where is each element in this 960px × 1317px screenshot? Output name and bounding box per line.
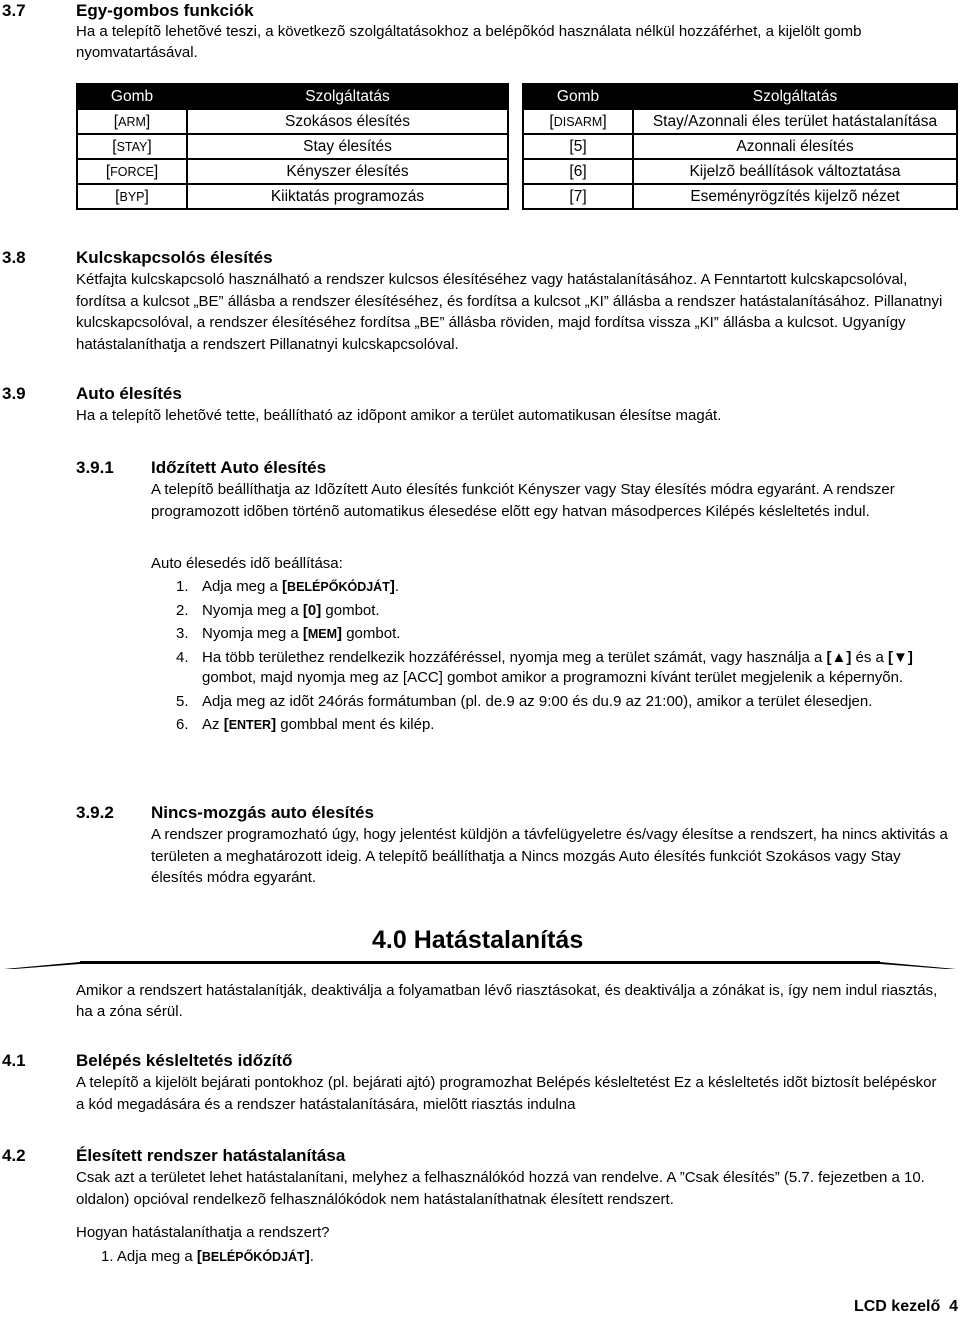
- down-arrow-icon: ▼: [893, 648, 908, 666]
- section-title-3-7: Egy-gombos funkciók: [76, 1, 254, 20]
- section-number-3-9-1: 3.9.1: [76, 458, 114, 477]
- section-text-4-2: Csak azt a területet lehet hatástalanítani, melyhez a felhasználókód hozzá van rendelve. A ”Csak élesítés” (5.7. fejezetben a 10. oldalon) opcióval rendelkezõ felhasználókódok nem hatástalaníthatnak élesített rendszert.: [76, 1169, 925, 1208]
- section-text-3-7: Ha a telepítõ lehetõvé teszi, a következõ szolgáltatásokhoz a belépõkód használata nélkül hozzáférhet, a kijelölt gomb nyomvatartásával.: [76, 23, 862, 61]
- list-item: 4. Ha több területhez rendelkezik hozzáféréssel, nyomja meg a terület számát, vagy használja a [▲] és a [▼] gombot, majd nyomja meg az [ACC] gombot amikor a programozni kívánt terület megjelenik a képernyõn.: [176, 648, 913, 686]
- steps-list: [176, 577, 952, 739]
- table-row: [523, 159, 957, 184]
- chapter-text: Amikor a rendszert hatástalanítják, deaktiválja a folyamatban lévő riasztásokat, és deaktiválja a zónákat is, így nem indul riasztás, ha a zóna sérül.: [76, 982, 938, 1020]
- section-title-3-9-1: Időzített Auto élesítés: [151, 458, 327, 477]
- section-number-4-2: 4.2: [2, 1146, 26, 1165]
- table-service-cell: Azonnali élesítés: [633, 134, 957, 159]
- table-row: [523, 184, 957, 209]
- list-item: 6. Az [ENTER] gombbal ment és kilép.: [176, 716, 435, 733]
- table-header-key: Gomb: [77, 84, 187, 109]
- table-row: [77, 184, 508, 209]
- section-text-3-9-1: A telepítõ beállíthatja az Idõzített Auto élesítés funkciót Kényszer vagy Stay élesítés módra egyaránt. A rendszer programozott idõben történõ automatikus élesedése elõtt egy hatvan másodperces Kilépés késleltetés indul.: [151, 481, 895, 520]
- table-row: [77, 109, 508, 134]
- section-text-3-9: Ha a telepítõ lehetõvé tette, beállítható az idõpont amikor a terület automatikusan élesítse magát.: [76, 407, 722, 424]
- table-key-cell: [7]: [523, 184, 633, 209]
- table-header-service: Szolgáltatás: [633, 84, 957, 109]
- table-service-cell: Stay élesítés: [187, 134, 508, 159]
- list-item: 1. Adja meg a [BELÉPŐKÓDJÁT].: [101, 1248, 314, 1265]
- section-number-4-1: 4.1: [2, 1051, 26, 1070]
- list-item: 5. Adja meg az idõt 24órás formátumban (pl. de.9 az 9:00 és du.9 az 21:00), amikor a terület élesedjen.: [176, 692, 873, 710]
- section-title-4-1: Belépés késleltetés időzítő: [76, 1051, 293, 1070]
- up-arrow-icon: ▲: [831, 648, 847, 666]
- table-header-key: Gomb: [523, 84, 633, 109]
- table-service-cell: Kényszer élesítés: [187, 159, 508, 184]
- chapter-title: 4.0 Hatástalanítás: [372, 926, 584, 954]
- table-header-service: Szolgáltatás: [187, 84, 508, 109]
- list-item: 3. Nyomja meg a [MEM] gombot.: [176, 625, 401, 642]
- table-service-cell: Kijelzõ beállítások változtatása: [633, 159, 957, 184]
- table-key-cell: [STAY]: [77, 134, 187, 159]
- table-service-cell: Eseményrögzítés kijelzõ nézet: [633, 184, 957, 209]
- table-key-cell: [ARM]: [77, 109, 187, 134]
- chapter-rule: [0, 958, 960, 974]
- list-item: 1. Adja meg a [BELÉPŐKÓDJÁT].: [176, 578, 400, 595]
- table-row: [77, 134, 508, 159]
- table-service-cell: Kiiktatás programozás: [187, 184, 508, 209]
- section-title-3-9-2: Nincs-mozgás auto élesítés: [151, 803, 374, 822]
- table-service-cell: Stay/Azonnali éles terület hatástalanítása: [633, 109, 957, 134]
- table-row: [523, 109, 957, 134]
- table-key-cell: [DISARM]: [523, 109, 633, 134]
- list-intro: Auto élesedés idõ beállítása:: [151, 555, 343, 572]
- section-title-3-9: Auto élesítés: [76, 384, 182, 403]
- table-key-cell: [FORCE]: [77, 159, 187, 184]
- section-title-3-8: Kulcskapcsolós élesítés: [76, 248, 273, 267]
- section-text-3-9-2: A rendszer programozható úgy, hogy jelentést küldjön a távfelügyeletre és/vagy élesítse a rendszert, ha nincs aktivitás a területen a meghatározott ideig. A telepítõ beállíthatja a Nincs mozgás Auto élesítés funkciót Szokásos vagy Stay élesítés módra egyaránt.: [151, 826, 948, 886]
- section-number-3-7: 3.7: [2, 1, 26, 20]
- section-title-4-2: Élesített rendszer hatástalanítása: [76, 1146, 346, 1165]
- table-key-cell: [5]: [523, 134, 633, 159]
- section-number-3-8: 3.8: [2, 248, 26, 267]
- section-number-3-9: 3.9: [2, 384, 26, 403]
- button-table-right: [522, 83, 958, 210]
- button-table-left: [76, 83, 509, 210]
- table-row: [523, 134, 957, 159]
- question-text: Hogyan hatástalaníthatja a rendszert?: [76, 1224, 330, 1241]
- table-key-cell: [6]: [523, 159, 633, 184]
- section-text-3-8: Kétfajta kulcskapcsoló használható a rendszer kulcsos élesítéséhez vagy hatástalanításához. A Fenntartott kulcskapcsolóval, fordítsa a kulcsot „BE” állásba a rendszer élesítéséhez, és fordítsa a kulcsot „KI” állásba a rendszer hatástalanításához. Pillanatnyi kulcskapcsolóval, a rendszer élesítéséhez fordítsa „BE” állásba röviden, majd fordítsa vissza „KI” állásba a kulcsot. Ugyanígy hatástalaníthatja a rendszert Pillanatnyi kulcskapcsolóval.: [76, 271, 943, 353]
- table-service-cell: Szokásos élesítés: [187, 109, 508, 134]
- table-row: [77, 159, 508, 184]
- section-text-4-1: A telepítõ a kijelölt bejárati pontokhoz (pl. bejárati ajtó) programozhat Belépés késleltetést Ez a késleltetés idõt biztosít belépéskor a kód megadására és a rendszer hatástalanítására, mielõtt riasztás indulna: [76, 1074, 937, 1113]
- page-footer: LCD kezelő 4: [853, 1298, 958, 1315]
- table-key-cell: [BYP]: [77, 184, 187, 209]
- section-number-3-9-2: 3.9.2: [76, 803, 114, 822]
- list-item: 2. Nyomja meg a [0] gombot.: [176, 601, 380, 619]
